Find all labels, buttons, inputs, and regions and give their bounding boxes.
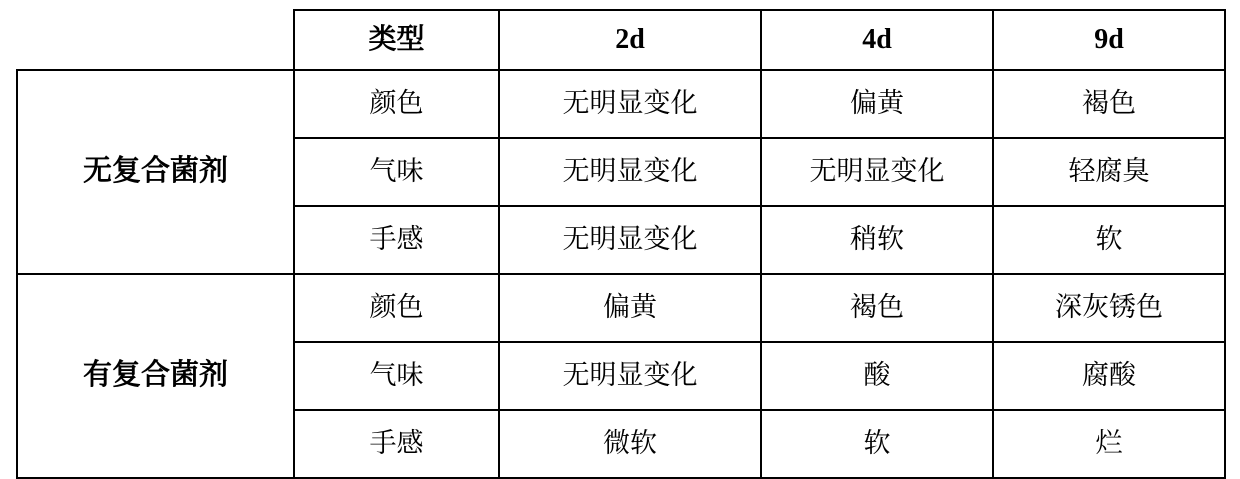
cell-value: 稍软 — [761, 206, 993, 274]
cell-value: 轻腐臭 — [993, 138, 1225, 206]
cell-value: 无明显变化 — [499, 206, 761, 274]
cell-value: 腐酸 — [993, 342, 1225, 410]
header-col-9d: 9d — [993, 10, 1225, 70]
property-label: 手感 — [294, 410, 499, 478]
cell-value: 无明显变化 — [499, 138, 761, 206]
group-label-no-agent: 无复合菌剂 — [17, 70, 294, 274]
table-header-row — [17, 10, 1225, 70]
cell-value: 微软 — [499, 410, 761, 478]
table-row — [17, 274, 1225, 342]
table-container — [16, 9, 1224, 459]
header-corner-cell — [17, 10, 294, 70]
cell-value: 无明显变化 — [499, 70, 761, 138]
property-label: 颜色 — [294, 70, 499, 138]
property-label: 气味 — [294, 138, 499, 206]
property-label: 气味 — [294, 342, 499, 410]
cell-value: 偏黄 — [499, 274, 761, 342]
cell-value: 无明显变化 — [499, 342, 761, 410]
group-label-with-agent: 有复合菌剂 — [17, 274, 294, 478]
cell-value: 无明显变化 — [761, 138, 993, 206]
cell-value: 褐色 — [993, 70, 1225, 138]
cell-value: 软 — [761, 410, 993, 478]
cell-value: 深灰锈色 — [993, 274, 1225, 342]
header-col-4d: 4d — [761, 10, 993, 70]
cell-value: 偏黄 — [761, 70, 993, 138]
table-row — [17, 70, 1225, 138]
cell-value: 褐色 — [761, 274, 993, 342]
property-label: 手感 — [294, 206, 499, 274]
cell-value: 酸 — [761, 342, 993, 410]
header-type-cell: 类型 — [294, 10, 499, 70]
cell-value: 软 — [993, 206, 1225, 274]
header-col-2d: 2d — [499, 10, 761, 70]
cell-value: 烂 — [993, 410, 1225, 478]
property-label: 颜色 — [294, 274, 499, 342]
observation-table — [16, 9, 1226, 479]
